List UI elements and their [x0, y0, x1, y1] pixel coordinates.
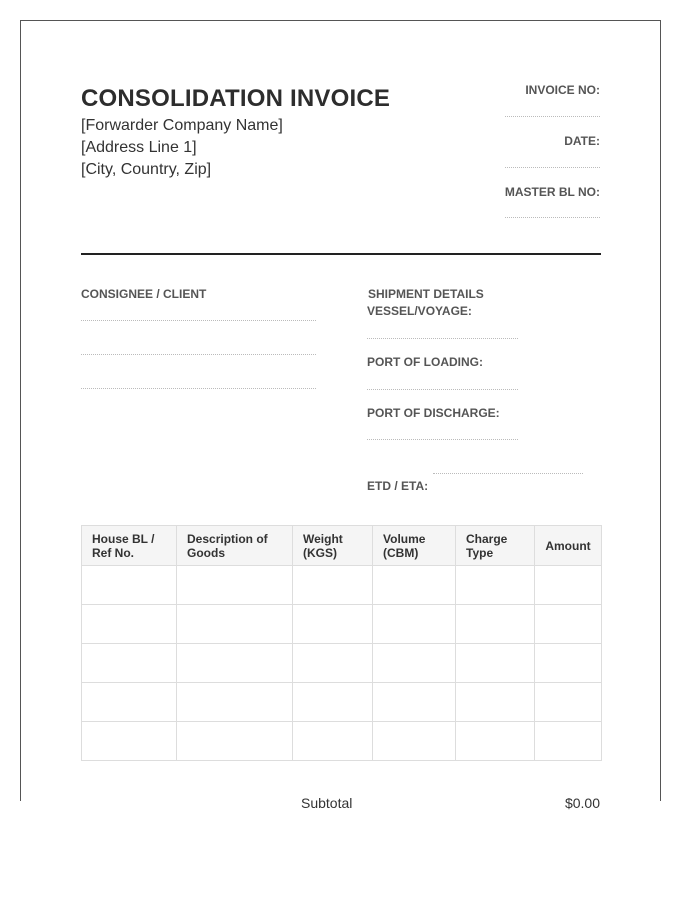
column-header-weight: Weight (KGS) — [293, 526, 373, 566]
column-header-amount: Amount — [535, 526, 602, 566]
table-cell[interactable] — [373, 605, 456, 644]
table-cell[interactable] — [177, 644, 293, 683]
table-cell[interactable] — [82, 722, 177, 761]
table-cell[interactable] — [177, 605, 293, 644]
table-cell[interactable] — [82, 644, 177, 683]
table-cell[interactable] — [177, 683, 293, 722]
shipment-details-header: SHIPMENT DETAILS — [368, 287, 484, 301]
port-of-loading-field[interactable] — [367, 389, 518, 390]
table-row — [82, 605, 602, 644]
table-cell[interactable] — [293, 644, 373, 683]
column-header-house-bl: House BL / Ref No. — [82, 526, 177, 566]
table-cell[interactable] — [293, 722, 373, 761]
port-of-loading-label: PORT OF LOADING: — [367, 355, 483, 369]
table-header-row — [82, 526, 602, 566]
company-name: [Forwarder Company Name] — [81, 117, 283, 134]
invoice-page — [20, 20, 661, 811]
invoice-no-label: INVOICE NO: — [525, 83, 600, 97]
table-row — [82, 566, 602, 605]
table-cell[interactable] — [177, 722, 293, 761]
port-of-discharge-field[interactable] — [367, 439, 518, 440]
port-of-discharge-label: PORT OF DISCHARGE: — [367, 406, 500, 420]
table-cell[interactable] — [293, 605, 373, 644]
vessel-voyage-label: VESSEL/VOYAGE: — [367, 304, 472, 318]
date-label: DATE: — [564, 134, 600, 148]
column-header-charge-type: Charge Type — [456, 526, 535, 566]
table-cell[interactable] — [535, 566, 602, 605]
table-row — [82, 722, 602, 761]
table-row — [82, 644, 602, 683]
vessel-voyage-field[interactable] — [367, 338, 518, 339]
consignee-line-3[interactable] — [81, 388, 316, 389]
master-bl-field[interactable] — [505, 217, 600, 218]
table-cell[interactable] — [456, 605, 535, 644]
table-cell[interactable] — [456, 566, 535, 605]
table-cell[interactable] — [82, 683, 177, 722]
consignee-line-1[interactable] — [81, 320, 316, 321]
city-line: [City, Country, Zip] — [81, 161, 212, 178]
master-bl-label: MASTER BL NO: — [504, 185, 600, 199]
table-cell[interactable] — [373, 683, 456, 722]
subtotal-value: $0.00 — [564, 795, 600, 811]
table-cell[interactable] — [293, 683, 373, 722]
column-header-description: Description of Goods — [177, 526, 293, 566]
table-cell[interactable] — [373, 722, 456, 761]
date-field[interactable] — [505, 167, 600, 168]
consignee-line-2[interactable] — [81, 354, 316, 355]
table-cell[interactable] — [82, 566, 177, 605]
subtotal-label: Subtotal — [301, 795, 353, 811]
table-cell[interactable] — [535, 683, 602, 722]
table-cell[interactable] — [535, 722, 602, 761]
address-line: [Address Line 1] — [81, 139, 197, 156]
table-cell[interactable] — [456, 722, 535, 761]
table-cell[interactable] — [293, 566, 373, 605]
line-items-table — [81, 525, 602, 761]
table-cell[interactable] — [456, 683, 535, 722]
table-cell[interactable] — [535, 605, 602, 644]
table-cell[interactable] — [373, 644, 456, 683]
table-row — [82, 683, 602, 722]
table-cell[interactable] — [456, 644, 535, 683]
invoice-no-field[interactable] — [505, 116, 600, 117]
invoice-title: CONSOLIDATION INVOICE — [81, 85, 391, 112]
etd-eta-label: ETD / ETA: — [367, 479, 429, 493]
header-divider — [81, 253, 601, 255]
etd-eta-field[interactable] — [433, 473, 583, 474]
table-cell[interactable] — [82, 605, 177, 644]
column-header-volume: Volume (CBM) — [373, 526, 456, 566]
consignee-label: CONSIGNEE / CLIENT — [81, 287, 207, 301]
table-cell[interactable] — [373, 566, 456, 605]
table-cell[interactable] — [177, 566, 293, 605]
table-cell[interactable] — [535, 644, 602, 683]
